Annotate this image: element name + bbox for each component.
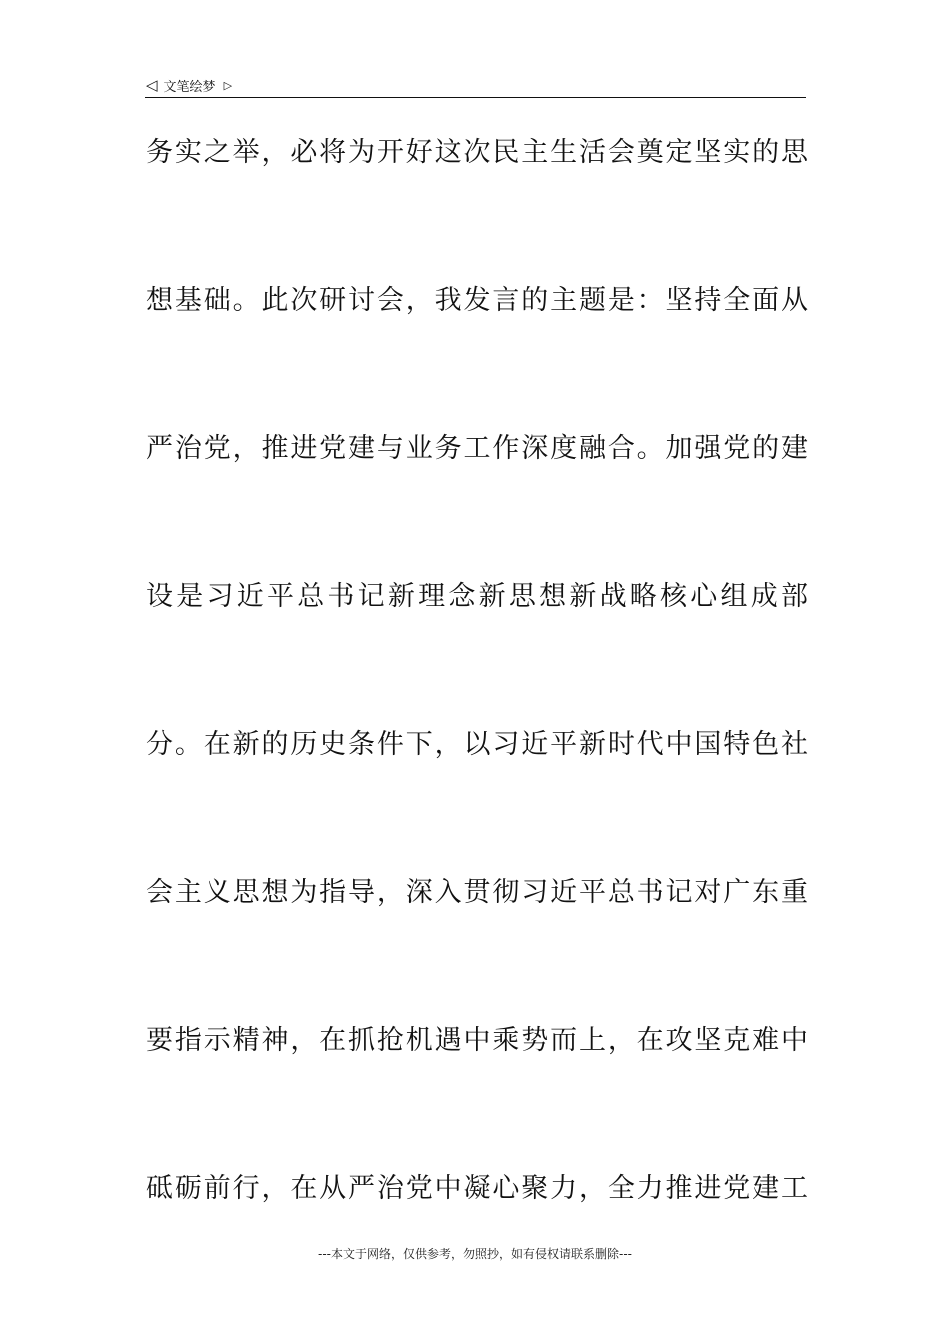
triangle-right-icon: ▷	[223, 78, 233, 92]
body-line: 务实之举，必将为开好这次民主生活会奠定坚实的思	[146, 137, 808, 168]
header-divider	[145, 97, 806, 98]
body-line: 严治党，推进党建与业务工作深度融合。加强党的建	[146, 433, 808, 464]
body-line: 想基础。此次研讨会，我发言的主题是：坚持全面从	[146, 285, 808, 316]
body-line: 分。在新的历史条件下，以习近平新时代中国特色社	[146, 729, 808, 760]
body-line: 设是习近平总书记新理念新思想新战略核心组成部	[146, 581, 808, 612]
body-line: 要指示精神，在抓抢机遇中乘势而上，在攻坚克难中	[146, 1025, 808, 1056]
page-header	[146, 74, 232, 96]
body-line: 会主义思想为指导，深入贯彻习近平总书记对广东重	[146, 877, 808, 908]
body-line: 砥砺前行，在从严治党中凝心聚力，全力推进党建工	[146, 1173, 808, 1204]
triangle-left-icon: ◁	[146, 75, 158, 94]
footer-notice: ---本文于网络，仅供参考，勿照抄，如有侵权请联系删除---	[318, 1247, 632, 1261]
header-title: 文笔绘梦	[163, 79, 216, 95]
